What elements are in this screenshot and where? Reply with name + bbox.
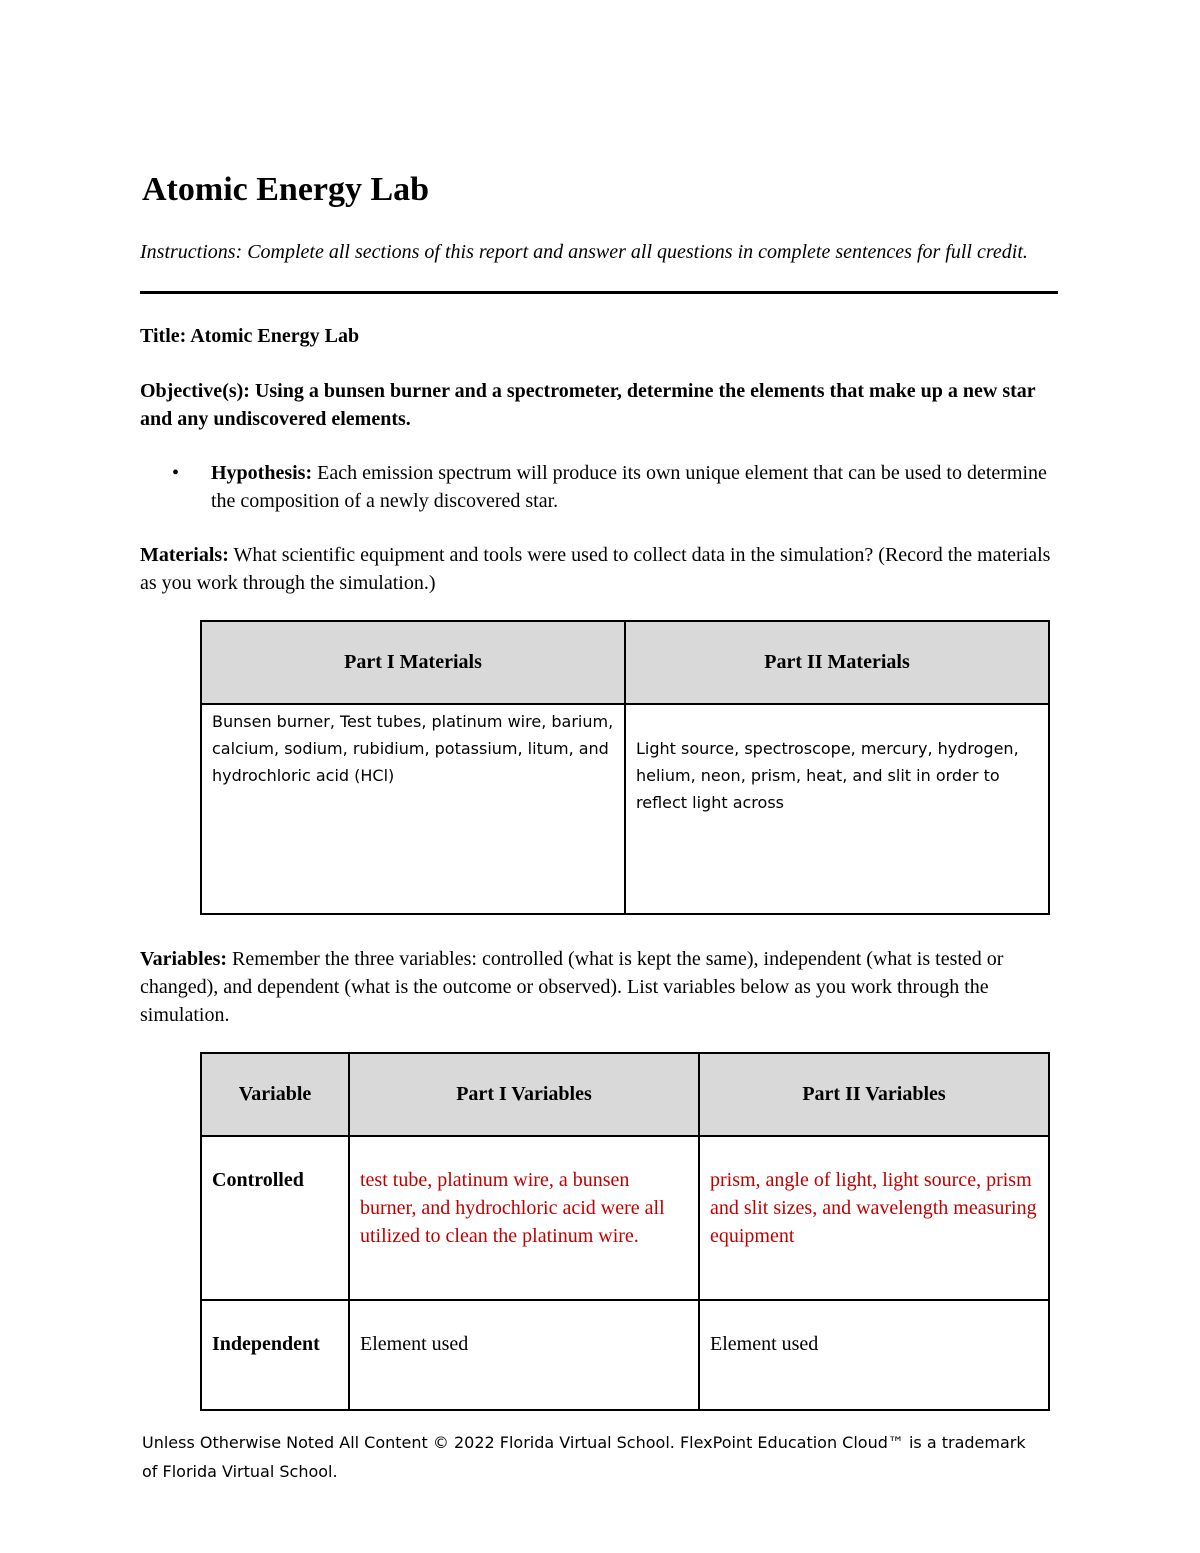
answer-text: Element used (710, 1333, 819, 1355)
materials-header-row (201, 621, 1049, 704)
row-label: Controlled (212, 1169, 304, 1191)
hypothesis-value: Each emission spectrum will produce its own unique element that can be used to determine the composition of a newly discovered star. (211, 462, 1047, 512)
independent-part2-cell[interactable] (699, 1300, 1049, 1410)
table-row (201, 1300, 1049, 1410)
variables-prompt: Remember the three variables: controlled (what is kept the same), independent (what is tested or changed), and dependent (what is the outcome or observed). List variables below as you work through the simulation. (140, 948, 1004, 1026)
controlled-part2-cell[interactable] (699, 1136, 1049, 1300)
materials-cell-part2[interactable] (625, 704, 1049, 914)
hypothesis-body (211, 459, 1051, 515)
variables-section (140, 945, 1065, 1029)
variables-header-part1: Part I Variables (349, 1053, 699, 1136)
independent-part1-cell[interactable] (349, 1300, 699, 1410)
variables-header-part2: Part II Variables (699, 1053, 1049, 1136)
instructions: Instructions: Complete all sections of this report and answer all questions in complete sentences for full credit. (140, 241, 1028, 263)
variables-label: Variables: (140, 948, 228, 970)
section-divider (140, 291, 1058, 294)
controlled-label-cell (201, 1136, 349, 1300)
controlled-part1-cell[interactable] (349, 1136, 699, 1300)
table-row (201, 704, 1049, 914)
independent-label-cell (201, 1300, 349, 1410)
materials-section (140, 541, 1058, 597)
bullet-icon: • (172, 462, 180, 484)
objective-value: Using a bunsen burner and a spectrometer, determine the elements that make up a new star and any undiscovered elements. (140, 380, 1036, 430)
materials-cell-part1[interactable] (201, 704, 625, 914)
page-title: Atomic Energy Lab (142, 171, 430, 208)
materials-prompt: What scientific equipment and tools were used to collect data in the simulation? (Record the materials as you work through the simulation.) (140, 544, 1051, 594)
table-row (201, 1136, 1049, 1300)
cell-text: Bunsen burner, Test tubes, platinum wire, barium, calcium, sodium, rubidium, potassium, litum, and hydrochloric acid (HCl) (212, 712, 614, 785)
row-label: Independent (212, 1333, 320, 1355)
answer-text: Element used (360, 1333, 469, 1355)
objective (140, 377, 1058, 433)
title-value: Atomic Energy Lab (190, 325, 360, 347)
materials-table (200, 620, 1050, 915)
variables-table (200, 1052, 1050, 1411)
variables-header-variable: Variable (201, 1053, 349, 1136)
objective-label: Objective(s): (140, 380, 250, 402)
report-title-line (140, 322, 359, 350)
hypothesis-label: Hypothesis: (211, 462, 313, 484)
answer-text: prism, angle of light, light source, prism and slit sizes, and wavelength measuring equipment (710, 1169, 1037, 1247)
title-label: Title: (140, 325, 187, 347)
materials-label: Materials: (140, 544, 229, 566)
answer-text: test tube, platinum wire, a bunsen burner, and hydrochloric acid were all utilized to clean the platinum wire. (360, 1169, 665, 1247)
materials-header-part1: Part I Materials (201, 621, 625, 704)
cell-text: Light source, spectroscope, mercury, hydrogen, helium, neon, prism, heat, and slit in order to reflect light across (636, 739, 1019, 812)
footer-copyright: Unless Otherwise Noted All Content © 2022 Florida Virtual School. FlexPoint Education Cloud™ is a trademark of Florida Virtual School. (142, 1433, 1026, 1481)
materials-header-part2: Part II Materials (625, 621, 1049, 704)
variables-header-row (201, 1053, 1049, 1136)
